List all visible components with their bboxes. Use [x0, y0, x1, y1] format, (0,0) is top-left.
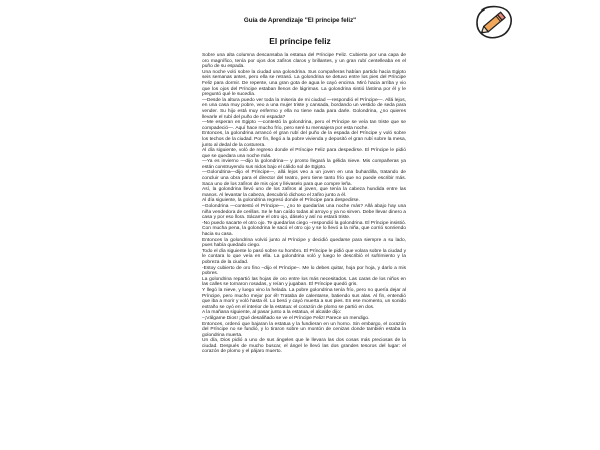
- story-paragraph: -Estoy cubierto de oro fino –dijo el Príncipe–. Me lo debes quitar, hoja por hoja, y darlo a mis pobres.: [202, 265, 406, 277]
- story-paragraph: —Desde la altura puedo ver toda la miseria de mi ciudad —respondió el Príncipe—. Allá lejos, en una casa muy pobre, veo a una mujer triste y cansada, bordando un vestido de seda para vender. Su hijo está muy enfermo y ella no tiene nada para darle. Golondrina, ¿no quieres llevarle el rubí del puño de mi espada?: [202, 97, 406, 120]
- story-paragraph: –¡Válgame Dios! ¡Qué desaliñado se ve el Príncipe Feliz! Parece un mendigo.: [202, 315, 370, 321]
- document-title: El príncipe feliz: [269, 36, 331, 46]
- story-paragraph: —Golondrina—dijo el Príncipe—, allá lejos veo a un joven en una buhardilla, tratando de concluir una obra para el director del teatro, pero tiene tanto frío que no puede escribir más. Saca uno de los zafiros de mis ojos y llévaselo para que compre leña.: [202, 170, 406, 187]
- story-paragraph: Entonces, la golondrina arrancó el gran rubí del puño de la espada del Príncipe y voló sobre los techos de la ciudad. Por fin, llegó a la pobre vivienda y depositó el gran rubí sobre la mesa, junto al dedal de la costurera.: [202, 131, 406, 148]
- story-text: [202, 53, 406, 355]
- pencil-body: [479, 12, 505, 35]
- story-paragraph: Así, la golondrina llevó uno de los zafiros al joven, que tenía la cabeza hundida entre las manos. Al levantar la cabeza, descubrió dichoso el zafiro junto a él.: [202, 187, 406, 198]
- story-paragraph: Entonces, ordenó que bajaran la estatua y la fundieran en un horno. Sin embargo, el corazón del Príncipe no se fundió, y lo tiraron sobre un montón de cenizas donde también estaba la golondrina muerta.: [202, 321, 406, 338]
- story-paragraph: La golondrina repartió las hojas de oro entre los más necesitados. Las caras de los niños en las calles se tornaron rosadas, y reían y jugaban. El Príncipe quedó gris.: [202, 276, 406, 288]
- story-paragraph: Una noche voló sobre la ciudad una golondrina. Sus compañeras habían partido hacia Egipto seis semanas antes, pero ella se retrasó. La golondrina se detuvo entre los pies del Príncipe Feliz para dormir. De repente, una gran gota de agua le cayó encima. Miró hacia arriba y vio que los ojos del Príncipe estaban llenos de lágrimas. La golondrina sintió lástima por él y le preguntó qué le sucedía.: [202, 69, 406, 98]
- story-paragraph: Un día, Dios pidió a uno de sus ángeles que le llevara las dos cosas más preciosas de la ciudad. Después de mucho buscar, el ángel le llevó las dos grandes tesoros del lugar: el corazón de plomo y el pájaro muerto.: [202, 338, 406, 355]
- story-paragraph: A la mañana siguiente, al pasar junto a la estatua, el alcalde dijo:: [202, 310, 342, 316]
- story-paragraph: Al día siguiente, la golondrina regresó donde el Príncipe para despedirse.: [202, 198, 360, 204]
- story-paragraph: Todo el día siguiente lo pasó sobre su hombro. El Príncipe le pidió que volara sobre la ciudad y le contara lo que veía en ella. La golondrina voló y luego le describió el sufrimiento y la pobreza de la ciudad.: [202, 248, 406, 265]
- story-paragraph: -No puedo sacarte el otro ojo. Te quedarías ciego –respondió la golondrina. El Príncipe insistió. Con mucha pena, la golondrina le sacó el otro ojo y se lo llevó a la niña, que corrió sonriendo hacia su casa.: [202, 220, 407, 237]
- story-paragraph: –Golondrina —contestó el Príncipe—, ¿no te quedarías una noche más? Allá abajo hay una niña vendedora de cerillas. Se le han caído todas al arroyo y ya no sirven. Debe llevar dinero a casa y por eso llora. Sácame el otro ojo, dáselo y así no estará triste.: [202, 204, 406, 221]
- story-paragraph: Entonces la golondrina volvió junto al Príncipe y decidió quedarse para siempre a su lado, pues había quedado ciego.: [202, 237, 406, 249]
- story-paragraph: —Ya es invierno —dijo la golondrina— y pronto llegará la gélida nieve. Mis compañeras ya están construyendo sus nidos bajo el cálido sol de Egipto.: [202, 159, 406, 170]
- worksheet-header-title: Guía de Aprendizaje "El príncipe feliz": [243, 17, 357, 24]
- story-paragraph: —Me esperan en Egipto —contestó la golondrina, pero el Príncipe se veía tan triste que se compadeció—. Aquí hace mucho frío, pero seré tu mensajera por esta noche.: [202, 120, 406, 131]
- pencil-icon: [474, 4, 514, 40]
- story-paragraph: Sobre una alta columna descansaba la estatua del Príncipe Feliz. Cubierta por una capa de oro magnífico, tenía por ojos dos zafiros claros y brillantes, y un gran rubí centelleaba en el puño de su espada.: [202, 53, 406, 70]
- story-paragraph: Y llegó la nieve, y luego vino la helada. La pobre golondrina tenía frío, pero no quería dejar al Príncipe, pero mucho mejor por él! Trataba de calentarse, batiendo sus alas. Al fin, entendió que iba a morir y voló hasta él. Lo besó y cayó muerta a sus pies. En ese momento, un sonido extraño se oyó en el interior de la estatua: el corazón de plomo se partió en dos.: [202, 287, 406, 310]
- story-paragraph: Al día siguiente, voló de regreso donde el Príncipe Feliz para despedirse. El Príncipe le pidió que se quedara una noche más.: [202, 148, 406, 159]
